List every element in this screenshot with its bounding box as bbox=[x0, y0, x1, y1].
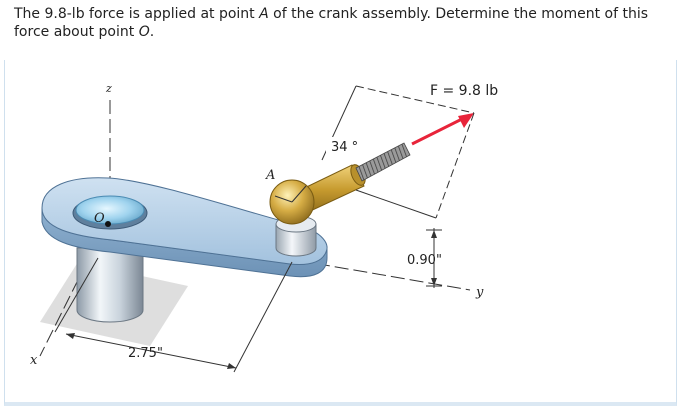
question-part-1: The 9.8-lb force is applied at point bbox=[14, 6, 260, 22]
base-cylinder bbox=[77, 248, 143, 322]
force-arrow-shaft bbox=[412, 117, 466, 144]
force-label: F = 9.8 lb bbox=[430, 83, 499, 99]
dim-275-label: 2.75" bbox=[128, 346, 163, 361]
point-o-marker bbox=[105, 221, 111, 227]
dim-275-arrow-right bbox=[227, 363, 236, 369]
axis-y-label: y bbox=[476, 285, 484, 300]
dim-275-ext-right bbox=[234, 262, 292, 372]
question-point-o: O bbox=[138, 24, 150, 40]
threaded-rod bbox=[356, 143, 410, 181]
dim-275-arrow-left bbox=[66, 333, 75, 339]
pivot-disc bbox=[76, 196, 144, 224]
axis-z-label: z bbox=[106, 82, 112, 95]
point-a-label: A bbox=[266, 168, 276, 183]
force-box-bottom bbox=[356, 190, 436, 218]
question-part-2: of the crank assembly. Determine the moment of this force about point bbox=[14, 6, 649, 40]
question-part-3: . bbox=[149, 24, 155, 40]
dim-090-arrow-top bbox=[431, 230, 437, 238]
axis-x-label: x bbox=[30, 353, 38, 368]
point-o-label: O bbox=[94, 211, 105, 226]
question-point-a: A bbox=[259, 6, 269, 22]
dim-090-arrow-bottom bbox=[431, 278, 437, 286]
dim-090-label: 0.90" bbox=[407, 253, 442, 268]
angle-label: 34 ° bbox=[331, 140, 359, 155]
